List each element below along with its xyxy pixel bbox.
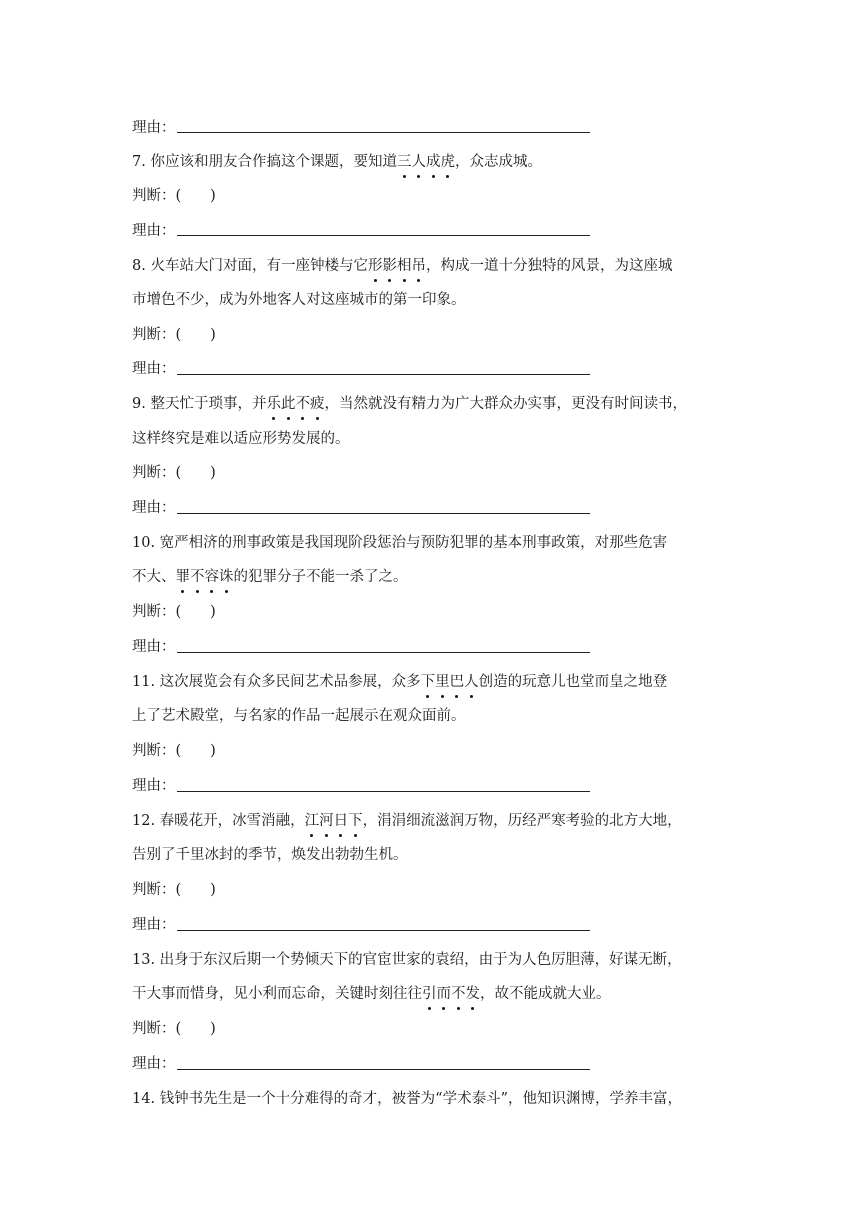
answer-blank[interactable] bbox=[177, 652, 590, 653]
emphasized-char: 形 bbox=[367, 258, 383, 274]
question-8-line-2: 市增色不少，成为外地客人对这座城市的第一印象。 bbox=[132, 292, 466, 308]
emphasized-char: 河 bbox=[319, 813, 334, 829]
reason-line bbox=[132, 359, 752, 379]
judge-line bbox=[132, 1019, 752, 1039]
emphasized-char: 吊 bbox=[411, 258, 426, 274]
reason-line bbox=[132, 118, 752, 138]
emphasized-char: 成 bbox=[425, 154, 441, 170]
emphasized-char: 容 bbox=[204, 569, 219, 585]
answer-blank[interactable] bbox=[177, 513, 590, 514]
judge-line bbox=[132, 325, 752, 345]
judge-label[interactable]: 判断：( ) bbox=[132, 188, 216, 204]
question-7-line-1: 7. 你应该和朋友合作搞这个课题，要知道三人成虎，众志成城。 bbox=[132, 154, 542, 170]
emphasized-char: 不 bbox=[190, 569, 205, 585]
answer-blank[interactable] bbox=[177, 791, 590, 792]
reason-label: 理由： bbox=[132, 917, 176, 933]
judge-label[interactable]: 判断：( ) bbox=[132, 882, 216, 898]
judge-label[interactable]: 判断：( ) bbox=[132, 604, 216, 620]
emphasized-char: 乐 bbox=[266, 396, 281, 412]
answer-blank[interactable] bbox=[177, 374, 590, 375]
emphasized-char: 里 bbox=[435, 674, 450, 690]
reason-label: 理由： bbox=[132, 778, 176, 794]
emphasized-char: 相 bbox=[396, 258, 412, 274]
reason-label: 理由： bbox=[132, 1056, 176, 1072]
emphasized-char: 而 bbox=[436, 986, 451, 1002]
question-14-line-1: 14. 钱钟书先生是一个十分难得的奇才，被誉为“学术泰斗”，他知识渊博，学养丰富， bbox=[132, 1091, 682, 1107]
reason-line bbox=[132, 1054, 752, 1074]
emphasized-char: 人 bbox=[464, 674, 479, 690]
emphasized-char: 诛 bbox=[219, 569, 234, 585]
judge-label[interactable]: 判断：( ) bbox=[132, 465, 216, 481]
answer-blank[interactable] bbox=[177, 132, 590, 133]
question-13-line-1: 13. 出身于东汉后期一个势倾天下的官宦世家的袁绍，由于为人色厉胆薄，好谋无断， bbox=[132, 952, 682, 968]
judge-label[interactable]: 判断：( ) bbox=[132, 327, 216, 343]
emphasized-char: 三 bbox=[396, 154, 412, 170]
reason-line bbox=[132, 915, 752, 935]
answer-blank[interactable] bbox=[177, 235, 590, 236]
reason-line bbox=[132, 637, 752, 657]
judge-line bbox=[132, 186, 752, 206]
emphasized-char: 发 bbox=[465, 986, 480, 1002]
emphasized-char: 引 bbox=[422, 986, 437, 1002]
judge-line bbox=[132, 463, 752, 483]
answer-blank[interactable] bbox=[177, 1069, 590, 1070]
emphasized-char: 江 bbox=[304, 813, 320, 829]
emphasized-char: 不 bbox=[295, 396, 310, 412]
emphasized-char: 影 bbox=[382, 258, 397, 274]
emphasized-char: 巴 bbox=[449, 674, 465, 690]
emphasized-char: 此 bbox=[280, 396, 296, 412]
reason-label: 理由： bbox=[132, 361, 176, 377]
reason-label: 理由： bbox=[132, 120, 176, 136]
judge-line bbox=[132, 880, 752, 900]
judge-line bbox=[132, 602, 752, 622]
question-9-line-1: 9. 整天忙于琐事，并乐此不疲，当然就没有精力为广大群众办实事，更没有时间读书， bbox=[132, 396, 687, 412]
reason-label: 理由： bbox=[132, 639, 176, 655]
reason-label: 理由： bbox=[132, 500, 176, 516]
emphasized-char: 疲 bbox=[309, 396, 325, 412]
judge-label[interactable]: 判断：( ) bbox=[132, 743, 216, 759]
reason-line bbox=[132, 221, 752, 241]
emphasized-char: 日 bbox=[333, 813, 349, 829]
question-10-line-2: 不大、罪不容诛的犯罪分子不能一杀了之。 bbox=[132, 569, 408, 585]
emphasized-char: 下 bbox=[420, 674, 436, 690]
emphasized-char: 虎 bbox=[440, 154, 455, 170]
reason-label: 理由： bbox=[132, 223, 176, 239]
emphasized-char: 人 bbox=[411, 154, 426, 170]
question-8-line-1: 8. 火车站大门对面，有一座钟楼与它形影相吊，构成一道十分独特的风景，为这座城 bbox=[132, 258, 673, 274]
judge-line bbox=[132, 741, 752, 761]
reason-line bbox=[132, 498, 752, 518]
question-9-line-2: 这样终究是难以适应形势发展的。 bbox=[132, 431, 350, 447]
question-12-line-1: 12. 春暖花开，冰雪消融，江河日下，涓涓细流滋润万物，历经严寒考验的北方大地， bbox=[132, 813, 682, 829]
judge-label[interactable]: 判断：( ) bbox=[132, 1021, 216, 1037]
question-13-line-2: 干大事而惜身，见小利而忘命，关键时刻往往引而不发，故不能成就大业。 bbox=[132, 986, 611, 1002]
answer-blank[interactable] bbox=[177, 930, 590, 931]
reason-line bbox=[132, 776, 752, 796]
question-11-line-2: 上了艺术殿堂，与名家的作品一起展示在观众面前。 bbox=[132, 708, 466, 724]
emphasized-char: 下 bbox=[348, 813, 363, 829]
emphasized-char: 罪 bbox=[175, 569, 190, 585]
emphasized-char: 不 bbox=[451, 986, 466, 1002]
question-10-line-1: 10. 宽严相济的刑事政策是我国现阶段惩治与预防犯罪的基本刑事政策，对那些危害 bbox=[132, 535, 668, 551]
question-11-line-1: 11. 这次展览会有众多民间艺术品参展，众多下里巴人创造的玩意儿也堂而皇之地登 bbox=[132, 674, 668, 690]
question-12-line-2: 告别了千里冰封的季节，焕发出勃勃生机。 bbox=[132, 847, 408, 863]
